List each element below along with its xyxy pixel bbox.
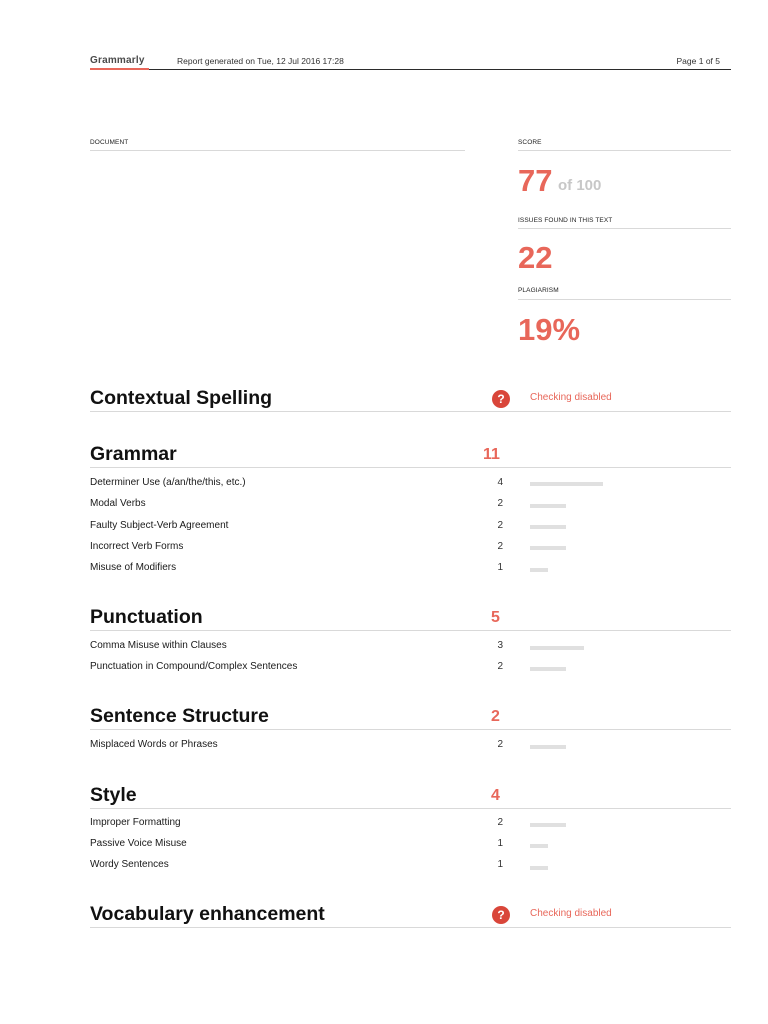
- issue-row-count: 2: [497, 520, 503, 531]
- help-icon[interactable]: ?: [492, 906, 510, 924]
- document-label: DOCUMENT: [90, 139, 129, 146]
- issue-row-count: 3: [497, 640, 503, 651]
- category-rule: [90, 927, 731, 928]
- category-count: 4: [491, 787, 500, 804]
- issue-row-label: Misuse of Modifiers: [90, 562, 177, 573]
- issues-value: 22: [518, 240, 553, 275]
- issue-row-label: Improper Formatting: [90, 817, 181, 828]
- issue-row-count: 2: [497, 739, 503, 750]
- checking-disabled-status: Checking disabled: [530, 392, 612, 403]
- category-count: 5: [491, 609, 500, 626]
- score-rule: [518, 150, 731, 151]
- issue-row-bar: [530, 745, 566, 749]
- category-rule: [90, 467, 731, 468]
- issue-row-count: 2: [497, 541, 503, 552]
- issue-row-bar: [530, 525, 566, 529]
- plagiarism-value: 19%: [518, 312, 581, 347]
- category-rule: [90, 729, 731, 730]
- issue-row-label: Wordy Sentences: [90, 859, 169, 870]
- logo-underline: [90, 68, 149, 70]
- checking-disabled-status: Checking disabled: [530, 908, 612, 919]
- issue-row-count: 1: [497, 838, 503, 849]
- issue-row-bar: [530, 504, 566, 508]
- issue-row-bar: [530, 568, 548, 572]
- category-count: 11: [483, 446, 500, 463]
- issue-row-count: 4: [497, 477, 503, 488]
- issue-row-count: 2: [497, 817, 503, 828]
- issue-row-count: 1: [497, 562, 503, 573]
- issue-row-count: 1: [497, 859, 503, 870]
- issues-label: ISSUES FOUND IN THIS TEXT: [518, 217, 613, 224]
- grammarly-logo: Grammarly: [90, 55, 145, 66]
- category-title: Punctuation: [90, 606, 203, 628]
- category-title: Sentence Structure: [90, 705, 269, 727]
- issue-row-label: Determiner Use (a/an/the/this, etc.): [90, 477, 246, 488]
- issue-row-bar: [530, 844, 548, 848]
- score-of-total: of 100: [558, 177, 602, 194]
- category-rule: [90, 411, 731, 412]
- category-rule: [90, 630, 731, 631]
- report-header: [90, 54, 731, 70]
- issue-row-bar: [530, 823, 566, 827]
- category-title: Grammar: [90, 443, 177, 465]
- issue-row-label: Incorrect Verb Forms: [90, 541, 184, 552]
- issue-row-label: Misplaced Words or Phrases: [90, 739, 218, 750]
- issue-row-label: Passive Voice Misuse: [90, 838, 187, 849]
- category-title: Vocabulary enhancement: [90, 903, 325, 925]
- issue-row-label: Faulty Subject-Verb Agreement: [90, 520, 229, 531]
- issue-row-count: 2: [497, 498, 503, 509]
- score-value: 77: [518, 163, 553, 198]
- report-date: Report generated on Tue, 12 Jul 2016 17:28: [177, 56, 344, 66]
- category-rule: [90, 808, 731, 809]
- category-title: Contextual Spelling: [90, 387, 273, 409]
- category-count: 2: [491, 708, 500, 725]
- issue-row-bar: [530, 866, 548, 870]
- issue-row-bar: [530, 482, 603, 486]
- plagiarism-rule: [518, 299, 731, 300]
- issue-row-label: Punctuation in Compound/Complex Sentences: [90, 661, 298, 672]
- page-number: Page 1 of 5: [676, 56, 720, 66]
- score-label: SCORE: [518, 139, 542, 146]
- plagiarism-label: PLAGIARISM: [518, 287, 559, 294]
- issue-row-bar: [530, 646, 584, 650]
- issue-row-bar: [530, 667, 566, 671]
- document-rule: [90, 150, 465, 151]
- help-icon[interactable]: ?: [492, 390, 510, 408]
- issue-row-label: Comma Misuse within Clauses: [90, 640, 227, 651]
- category-title: Style: [90, 784, 137, 806]
- issues-rule: [518, 228, 731, 229]
- issue-row-count: 2: [497, 661, 503, 672]
- issue-row-bar: [530, 546, 566, 550]
- issue-row-label: Modal Verbs: [90, 498, 146, 509]
